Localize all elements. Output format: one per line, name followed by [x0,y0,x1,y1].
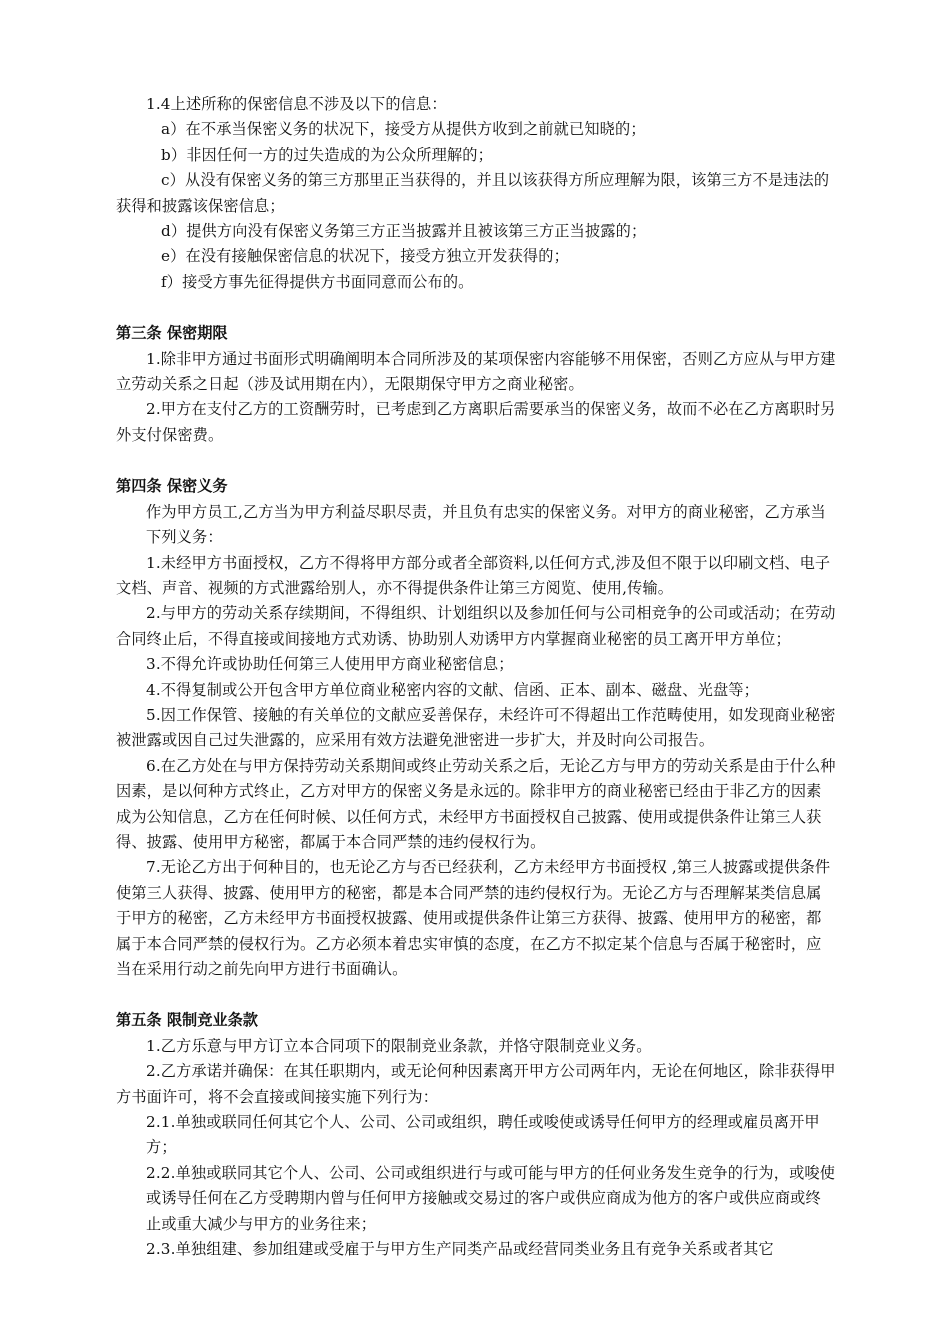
article-4-para-6: 6.在乙方处在与甲方保持劳动关系期间或终止劳动关系之后，无论乙方与甲方的劳动关系是由于什么种因素，是以何种方式终止，乙方对甲方的保密义务是永远的。除非甲方的商业秘密已经由于非乙方的因素成为公知信息，乙方在任何时候、以任何方式，未经甲方书面授权自己披露、使用或提供条件让第三人获得、披露、使用甲方秘密，都属于本合同严禁的违约侵权行为。 [116,756,836,851]
article-3-para-1: 1.除非甲方通过书面形式明确阐明本合同所涉及的某项保密内容能够不用保密，否则乙方应从与甲方建立劳动关系之日起（涉及试用期在内），无限期保守甲方之商业秘密。 [116,349,836,394]
article-4-intro: 作为甲方员工,乙方当为甲方利益尽职尽责，并且负有忠实的保密义务。对甲方的商业秘密，乙方承当下列义务： [146,502,826,547]
article-5-para-2: 2.乙方承诺并确保：在其任职期内，或无论何种因素离开甲方公司两年内，无论在何地区，除非获得甲方书面许可，将不会直接或间接实施下列行为： [116,1062,836,1106]
article-4-para-3: 3.不得允许或协助任何第三人使用甲方商业秘密信息； [146,655,514,674]
article-3-para-2: 2.甲方在支付乙方的工资酬劳时，已考虑到乙方离职后需要承当的保密义务，故而不必在乙方离职时另外支付保密费。 [116,400,836,444]
article-4-para-1: 1.未经甲方书面授权，乙方不得将甲方部分或者全部资料,以任何方式,涉及但不限于以印刷文档、电子文档、声音、视频的方式泄露给别人，亦不得提供条件让第三方阅览、使用,传输。 [116,553,831,597]
article-5-para-2-1: 2.1.单独或联同任何其它个人、公司、公司或组织，聘任或唆使或诱导任何甲方的经理或雇员离开甲方； [146,1113,820,1157]
clause-1-4-c: c）从没有保密义务的第三方那里正当获得的，并且以该获得方所应理解为限，该第三方不是违法的获得和披露该保密信息； [116,171,830,215]
article-4-para-7: 7.无论乙方出于何种目的，也无论乙方与否已经获利，乙方未经甲方书面授权 ,第三人披露或提供条件使第三人获得、披露、使用甲方的秘密，都是本合同严禁的违约侵权行为。无论乙方与否理解某类信息属于甲方的秘密，乙方未经甲方书面授权披露、使用或提供条件让第三方获得、披露、使用甲方的秘密，都属于本合同严禁的侵权行为。乙方必须本着忠实审慎的态度，在乙方不拟定某个信息与否属于秘密时，应当在采用行动之前先向甲方进行书面确认。 [116,858,831,978]
article-4-para-4: 4.不得复制或公开包含甲方单位商业秘密内容的文献、信函、正本、副本、磁盘、光盘等； [146,680,759,699]
article-5-title: 第五条 限制竞业条款 [116,1011,258,1030]
clause-1-4-f: f）接受方事先征得提供方书面同意而公布的。 [161,272,474,291]
article-5-para-1: 1.乙方乐意与甲方订立本合同项下的限制竞业条款，并恪守限制竞业义务。 [146,1036,652,1055]
article-5-para-2-3: 2.3.单独组建、参加组建或受雇于与甲方生产同类产品或经营同类业务且有竞争关系或者其它 [146,1240,774,1259]
article-3-title: 第三条 保密期限 [116,324,228,343]
article-5-para-2-2: 2.2.单独或联同其它个人、公司、公司或组织进行与或可能与甲方的任何业务发生竞争的行为，或唆使或诱导任何在乙方受聘期内曾与任何甲方接触或交易过的客户或供应商成为他方的客户或供应商或终止或重大减少与甲方的业务往来； [146,1163,836,1233]
clause-1-4-e: e）在没有接触保密信息的状况下，接受方独立开发获得的； [161,247,569,266]
document-body [116,92,836,1262]
clause-1-4-intro: 1.4上述所称的保密信息不涉及以下的信息： [146,95,447,113]
clause-1-4-d: d）提供方向没有保密义务第三方正当披露并且被该第三方正当披露的； [161,222,647,241]
article-4-para-2: 2.与甲方的劳动关系存续期间，不得组织、计划组织以及参加任何与公司相竞争的公司或活动；在劳动合同终止后，不得直接或间接地方式劝诱、协助别人劝诱甲方内掌握商业秘密的员工离开甲方单位； [116,604,836,648]
article-4-title: 第四条 保密义务 [116,477,228,496]
clause-1-4-b: b）非因任何一方的过失造成的为公众所理解的； [161,145,493,164]
article-4-para-5: 5.因工作保管、接触的有关单位的文献应妥善保存，未经许可不得超出工作范畴使用，如发现商业秘密被泄露或因自己过失泄露的，应采用有效方法避免泄密进一步扩大，并及时向公司报告。 [116,705,836,750]
clause-1-4-a: a）在不承当保密义务的状况下，接受方从提供方收到之前就已知晓的； [161,120,646,139]
